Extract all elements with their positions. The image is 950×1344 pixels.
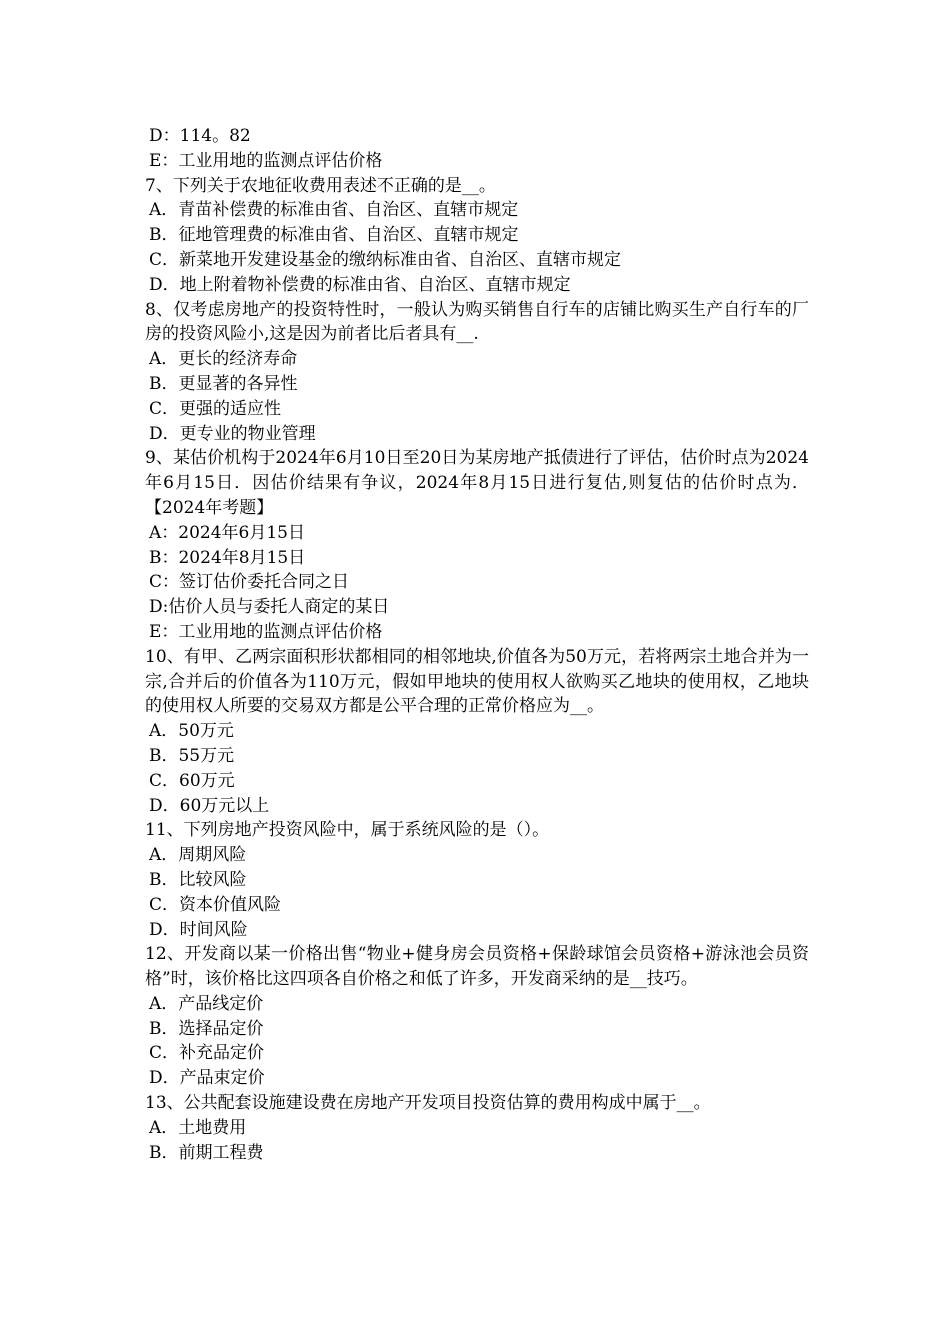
question-13: 13、公共配套设施建设费在房地产开发项目投资估算的费用构成中属于__。 [145,1093,711,1114]
option-line: A．青苗补偿费的标准由省、自治区、直辖市规定 [149,200,519,221]
option-line: B．征地管理费的标准由省、自治区、直辖市规定 [149,225,519,246]
option-line: E：工业用地的监测点评估价格 [149,621,383,642]
question-10: 10、有甲、乙两宗面积形状都相同的相邻地块,价值各为50万元，若将两宗土地合并为一宗,合并后的价值各为110万元，假如甲地块的使用权人欲购买乙地块的使用权，乙地块的使用权人所要的交易双方都是公平合理的正常价格应为__。 [145,646,809,717]
option-line: D．地上附着物补偿费的标准由省、自治区、直辖市规定 [149,274,571,295]
option-line: A．50万元 [149,721,234,742]
option-line: C．新菜地开发建设基金的缴纳标准由省、自治区、直辖市规定 [149,249,622,270]
option-line: D:估价人员与委托人商定的某日 [149,597,390,618]
question-11: 11、下列房地产投资风险中，属于系统风险的是（）。 [145,820,550,841]
option-line: E：工业用地的监测点评估价格 [149,150,383,171]
option-line: B．选择品定价 [149,1018,264,1039]
option-line: C：签订估价委托合同之日 [149,572,350,593]
option-line: A．更长的经济寿命 [149,349,298,370]
option-line: B．比较风险 [149,869,247,890]
option-line: D：114。82 [149,126,251,146]
option-line: A．周期风险 [149,845,247,866]
option-line: C．更强的适应性 [149,398,282,419]
option-line: D．产品束定价 [149,1068,265,1089]
question-8: 8、仅考虑房地产的投资特性时，一般认为购买销售自行车的店铺比购买生产自行车的厂房的投资风险小,这是因为前者比后者具有__. [145,299,809,345]
question-9: 9、某估价机构于2024年6月10日至20日为某房地产抵债进行了评估，估价时点为2024年6月15日．因估价结果有争议，2024年8月15日进行复估,则复估的估价时点为．【2024年考题】 [145,448,809,518]
option-line: B．前期工程费 [149,1142,264,1163]
option-line: C．资本价值风险 [149,894,282,915]
document-page [145,124,809,1165]
option-line: A：2024年6月15日 [149,522,305,543]
option-line: D．时间风险 [149,919,248,940]
option-line: B．更显著的各异性 [149,373,298,394]
option-line: A．土地费用 [149,1117,247,1138]
option-line: D．60万元以上 [149,795,270,816]
option-line: A．产品线定价 [149,993,264,1014]
option-line: B．55万元 [149,745,235,766]
option-line: B：2024年8月15日 [149,547,306,568]
option-line: C．60万元 [149,770,235,791]
question-7: 7、下列关于农地征收费用表述不正确的是__。 [145,175,496,196]
option-line: C．补充品定价 [149,1043,265,1064]
question-12: 12、开发商以某一价格出售“物业+健身房会员资格+保龄球馆会员资格+游泳池会员资格”时，该价格比这四项各自价格之和低了许多，开发商采纳的是__技巧。 [145,944,809,990]
option-line: D．更专业的物业管理 [149,423,316,444]
